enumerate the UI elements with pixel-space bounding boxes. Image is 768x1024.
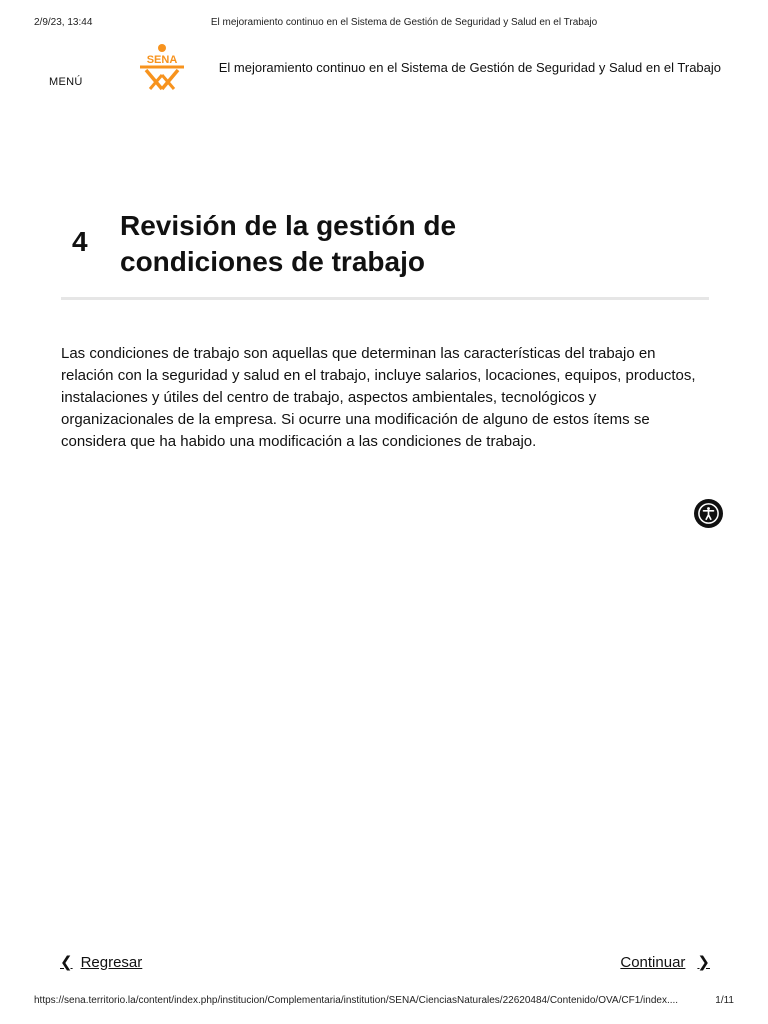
- sena-logo-icon[interactable]: [136, 43, 188, 91]
- print-header: [34, 17, 734, 31]
- continue-label: Continuar: [620, 953, 686, 971]
- section-heading: [120, 208, 680, 280]
- back-link[interactable]: [60, 953, 142, 971]
- chevron-left-icon: ❮: [60, 954, 73, 971]
- continue-link[interactable]: [620, 953, 710, 971]
- print-footer: [34, 995, 734, 1009]
- print-url: https://sena.territorio.la/content/index.php/institucion/Complementaria/institution/SENA/CienciasNaturales/22620484/Contenido/OVA/CF1/index....: [34, 995, 679, 1006]
- accessibility-icon: [697, 502, 720, 525]
- section-heading-line2: condiciones de trabajo: [120, 246, 425, 277]
- section-number: 4: [72, 226, 88, 257]
- back-label: Regresar: [80, 953, 143, 971]
- chevron-right-icon: ❯: [697, 954, 710, 971]
- section-heading-line1: Revisión de la gestión de: [120, 210, 457, 241]
- print-page-number: 1/11: [715, 995, 734, 1006]
- print-document-title: El mejoramiento continuo en el Sistema de Gestión de Seguridad y Salud en el Trabajo: [210, 17, 598, 28]
- logo-wordmark: SENA: [146, 54, 178, 66]
- print-datetime: 2/9/23, 13:44: [34, 17, 93, 28]
- menu-button[interactable]: MENÚ: [49, 76, 83, 88]
- course-title: El mejoramiento continuo en el Sistema de Gestión de Seguridad y Salud en el Trabajo: [218, 60, 721, 75]
- section-divider: [61, 297, 709, 300]
- section-body: Las condiciones de trabajo son aquellas que determinan las características del trabajo en relación con la seguridad y salud en el trabajo, incluye salarios, locaciones, equipos, productos, instalaciones y útiles del centro de trabajo, aspectos ambientales, tecnológicos y organizacionales de la empresa. Si ocurre una modificación de alguno de estos ítems se considera que ha habido una modificación a las condiciones de trabajo.: [61, 345, 696, 450]
- accessibility-button[interactable]: [694, 499, 723, 528]
